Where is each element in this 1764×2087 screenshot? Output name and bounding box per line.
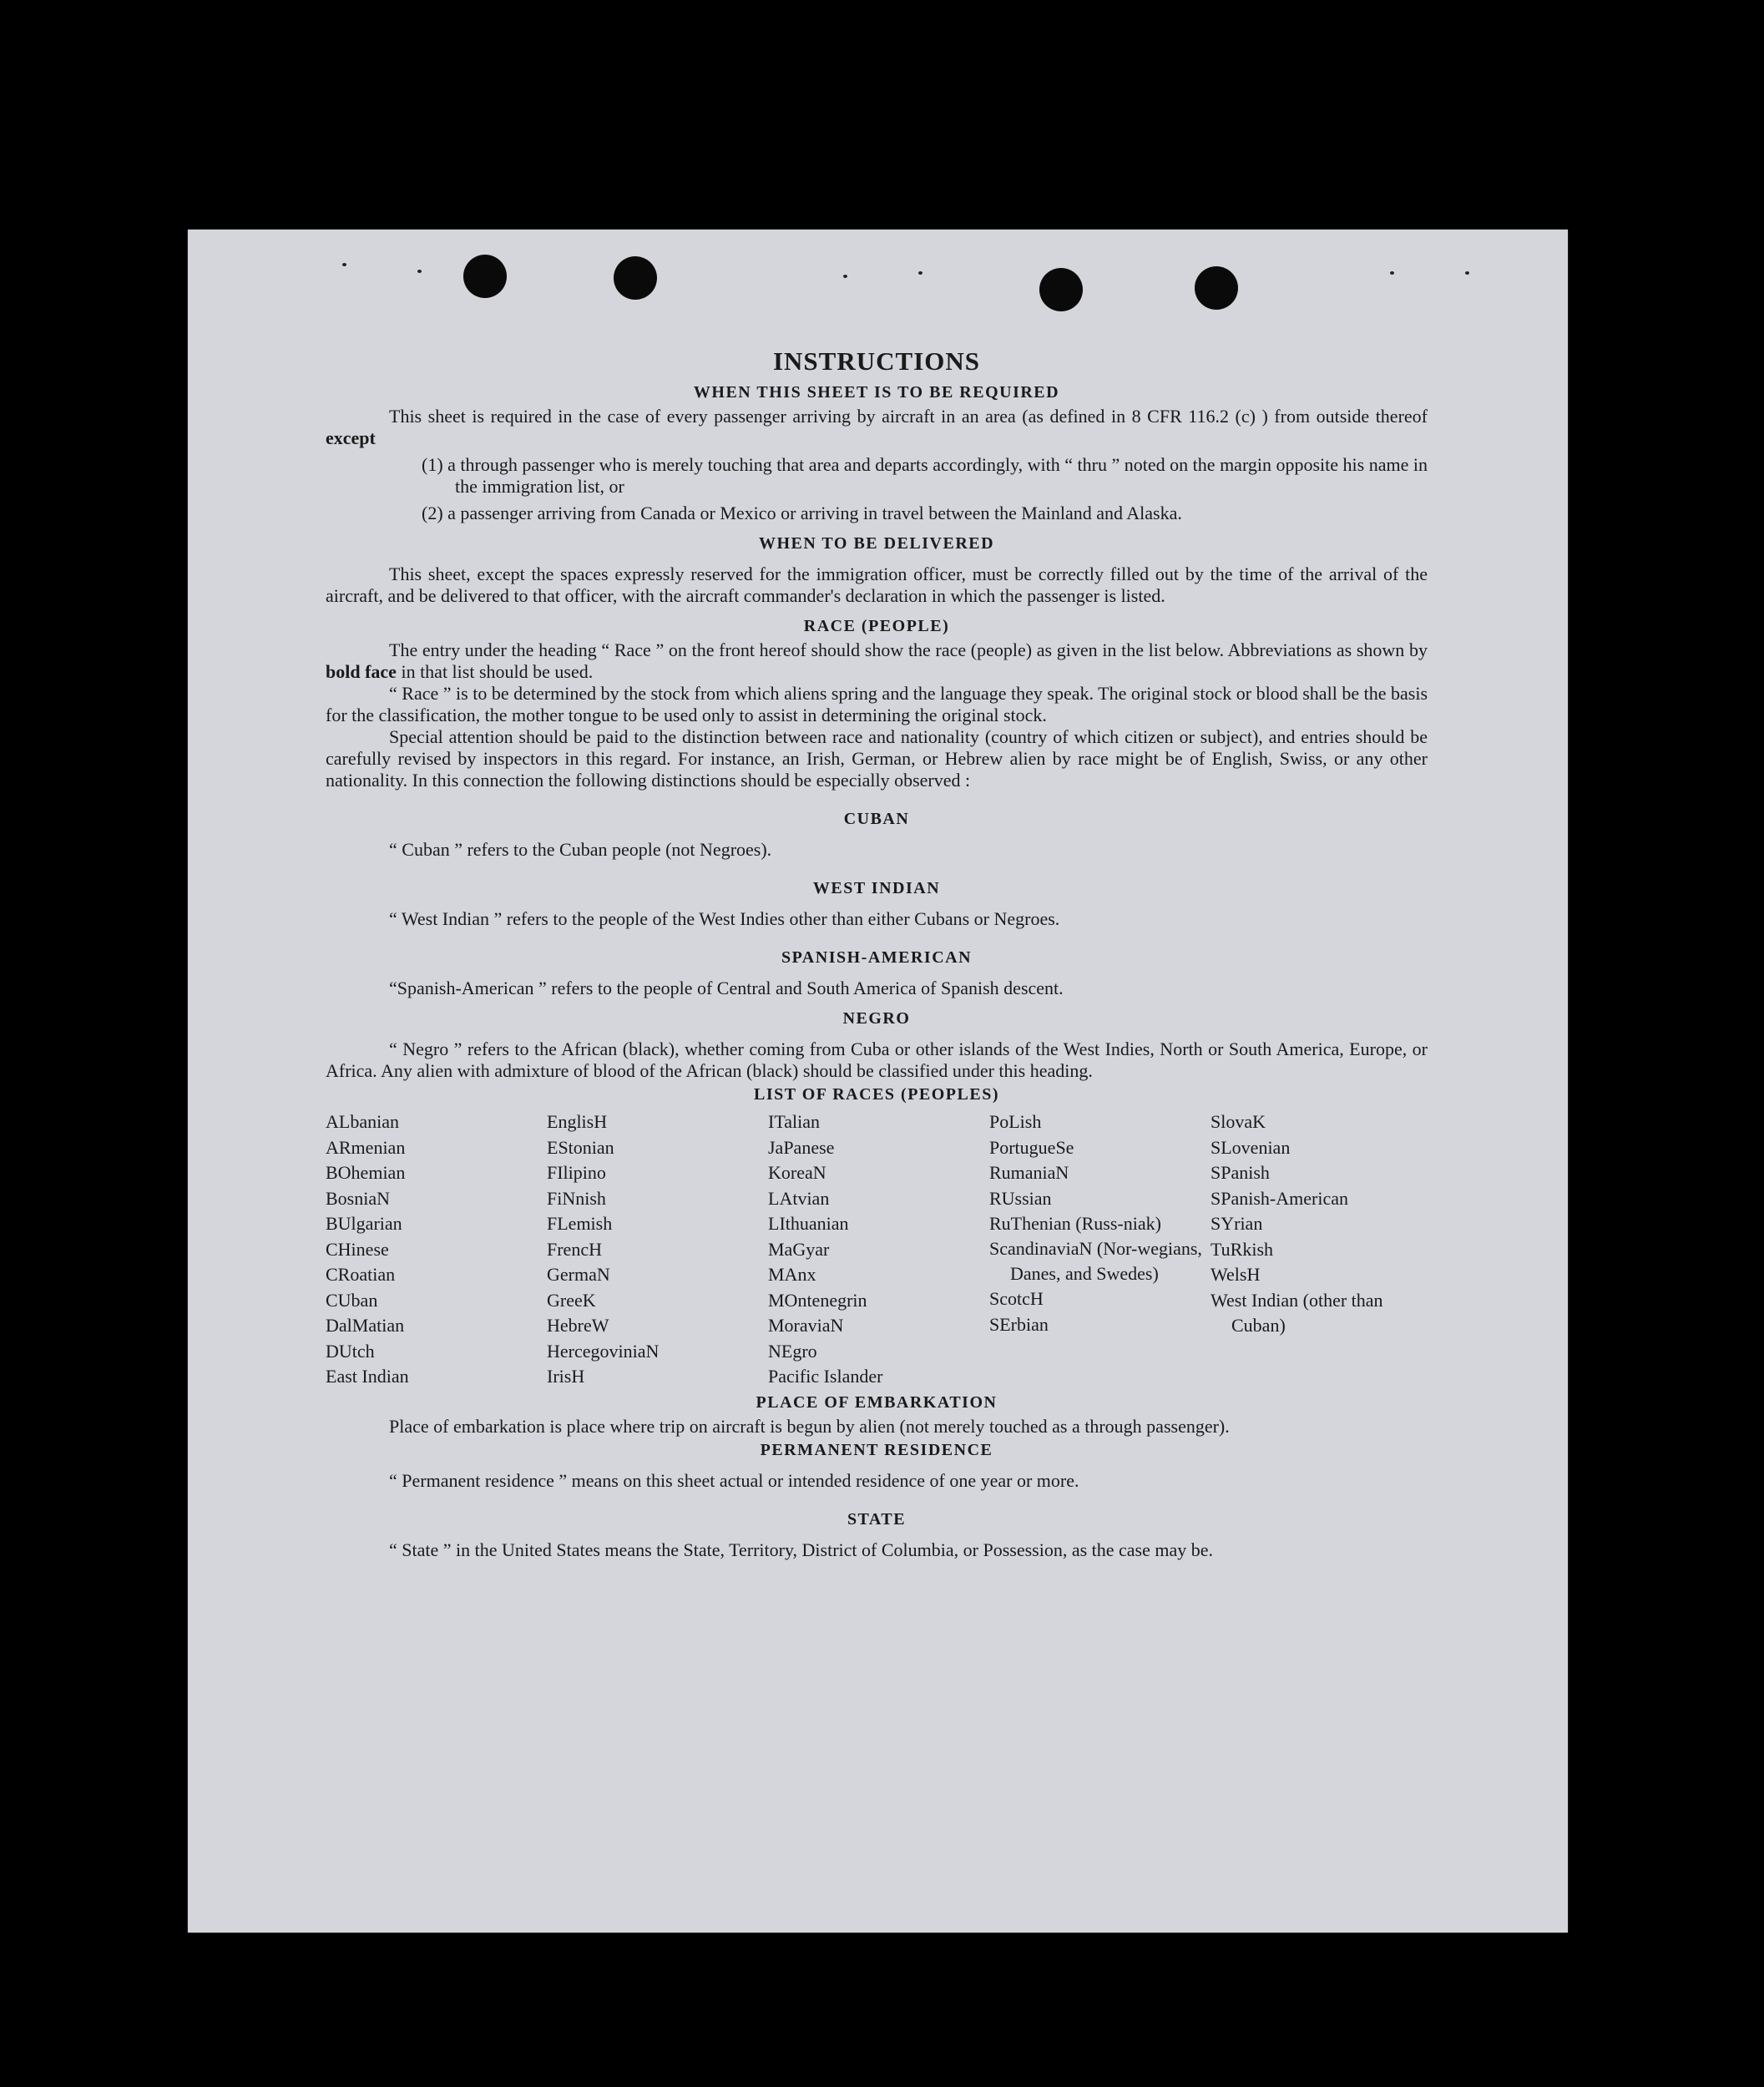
race-item: HebreW — [547, 1315, 609, 1336]
race-item: HercegoviniaN — [547, 1340, 660, 1362]
race-item: GreeK — [547, 1289, 596, 1311]
race-item: NEgro — [768, 1340, 817, 1362]
race-item: TuRkish — [1211, 1238, 1274, 1260]
race-item: BOhemian — [326, 1162, 406, 1183]
race-item: SlovaK — [1211, 1111, 1266, 1132]
race-item: FrencH — [547, 1238, 602, 1260]
race-item: BosniaN — [326, 1187, 390, 1209]
race-item: PoLish — [989, 1111, 1042, 1132]
race-item: GermaN — [547, 1264, 610, 1285]
heading-race: RACE (PEOPLE) — [803, 617, 950, 635]
races-column — [547, 1109, 768, 1390]
document-sheet — [188, 230, 1568, 1933]
heading-required: WHEN THIS SHEET IS TO BE REQUIRED — [693, 383, 1060, 402]
race-item: EStonian — [547, 1136, 614, 1158]
punch-hole — [614, 256, 657, 300]
race-item: BUlgarian — [326, 1213, 402, 1234]
race-item: PortugueSe — [989, 1136, 1074, 1158]
races-table — [326, 1109, 1432, 1390]
punch-hole — [463, 255, 507, 298]
heading-list-of-races: LIST OF RACES (PEOPLES) — [753, 1085, 999, 1104]
embarkation-text: Place of embarkation is place where trip on aircraft is begun by alien (not merely touched as a through passenger). — [389, 1415, 1230, 1437]
heading-state: STATE — [847, 1509, 907, 1529]
race-item: SPanish — [1211, 1162, 1270, 1183]
race-item: RuThenian (Russ-niak) — [989, 1213, 1161, 1234]
race-item: East Indian — [326, 1366, 409, 1387]
required-intro-text: This sheet is required in the case of every passenger arriving by aircraft in an area (as defined in 8 CFR 116.2 (c) ) from outside thereof — [389, 406, 1428, 427]
race-item: West Indian (other than Cuban) — [1211, 1289, 1383, 1336]
race-item: DUtch — [326, 1340, 375, 1362]
heading-negro: NEGRO — [842, 1009, 911, 1028]
race-paragraph-3: Special attention should be paid to the distinction between race and nationality (country of which citizen or subject), and entries should be carefully revised by inspectors in this regard. For instance, an Irish, German, or Hebrew alien by race might be of English, Swiss, or any other nationality. In this connection the following distinctions should be especially observed : — [326, 726, 1428, 791]
race-paragraph-2: “ Race ” is to be determined by the stock from which aliens spring and the language they speak. The original stock or blood shall be the basis for the classification, the mother tongue to be used only to assist in determining the original stock. — [326, 683, 1428, 725]
race-item: CUban — [326, 1289, 378, 1311]
race-item: ITalian — [768, 1111, 820, 1132]
required-intro-emphasis: except — [326, 427, 376, 448]
spanish-american-text: “Spanish-American ” refers to the people of Central and South America of Spanish descent. — [389, 978, 1064, 998]
race-item: DalMatian — [326, 1315, 405, 1336]
races-column — [768, 1109, 989, 1390]
cuban-text: “ Cuban ” refers to the Cuban people (not Negroes). — [389, 839, 772, 860]
race-item: MaGyar — [768, 1238, 830, 1260]
state-text: “ State ” in the United States means the State, Territory, District of Columbia, or Possession, as the case may be. — [389, 1539, 1214, 1560]
races-column — [326, 1109, 547, 1390]
race-p1-suffix: in that list should be used. — [401, 661, 594, 682]
required-intro — [326, 406, 1428, 449]
heading-west-indian: WEST INDIAN — [812, 879, 941, 897]
speck — [1465, 271, 1469, 275]
race-item: RumaniaN — [989, 1162, 1069, 1183]
punch-hole — [1195, 266, 1238, 310]
west-indian-text: “ West Indian ” refers to the people of the West Indies other than either Cubans or Negroes. — [389, 908, 1060, 929]
punch-hole — [1039, 268, 1083, 311]
race-item: LAtvian — [768, 1187, 830, 1209]
race-item: ScandinaviaN (Nor-wegians, Danes, and Swedes) — [989, 1238, 1202, 1284]
heading-delivered: WHEN TO BE DELIVERED — [758, 534, 995, 553]
speck — [342, 263, 346, 266]
race-item: JaPanese — [768, 1136, 835, 1158]
residence-text: “ Permanent residence ” means on this sheet actual or intended residence of one year or more. — [389, 1469, 1079, 1491]
delivered-text: This sheet, except the spaces expressly reserved for the immigration officer, must be correctly filled out by the time of the arrival of the aircraft, and be delivered to that officer, with the aircraft commander's declaration in which the passenger is listed. — [326, 563, 1428, 606]
race-item: WelsH — [1211, 1264, 1261, 1285]
race-p1-text: The entry under the heading “ Race ” on the front hereof should show the race (people) as given in the list below. Abbreviations as shown by — [389, 639, 1428, 660]
race-item: ALbanian — [326, 1111, 399, 1132]
race-item: SLovenian — [1211, 1136, 1291, 1158]
race-item: EnglisH — [547, 1111, 608, 1132]
race-item: SErbian — [989, 1313, 1049, 1335]
heading-embarkation: PLACE OF EMBARKATION — [756, 1392, 998, 1412]
race-item: IrisH — [547, 1366, 585, 1387]
race-item: FiNnish — [547, 1187, 606, 1209]
instructions-content — [326, 346, 1428, 1561]
race-item: MOntenegrin — [768, 1289, 867, 1311]
race-item: LIthuanian — [768, 1213, 849, 1234]
race-item: MAnx — [768, 1264, 816, 1285]
page-title: INSTRUCTIONS — [772, 346, 980, 376]
race-item: CRoatian — [326, 1264, 396, 1285]
race-item: ScotcH — [989, 1288, 1044, 1309]
race-item: Pacific Islander — [768, 1366, 883, 1387]
heading-cuban: CUBAN — [843, 810, 910, 828]
heading-spanish-american: SPANISH-AMERICAN — [781, 948, 973, 967]
negro-text: “ Negro ” refers to the African (black), whether coming from Cuba or other islands of the West Indies, North or South America, Europe, or Africa. Any alien with admixture of blood of the African (black) should be classified under this heading. — [326, 1038, 1428, 1081]
required-item-1: (1) a through passenger who is merely touching that area and departs accordingly, with “ thru ” noted on the margin opposite his name in the immigration list, or — [422, 454, 1428, 497]
race-item: MoraviaN — [768, 1315, 844, 1336]
speck — [1390, 271, 1394, 275]
heading-residence: PERMANENT RESIDENCE — [760, 1440, 993, 1459]
speck — [843, 275, 847, 278]
races-column — [1211, 1109, 1432, 1390]
speck — [417, 270, 422, 273]
race-item: ARmenian — [326, 1136, 406, 1158]
races-column — [989, 1109, 1211, 1390]
race-item: FLemish — [547, 1213, 613, 1234]
race-item: SPanish-American — [1211, 1187, 1348, 1209]
race-item: FIlipino — [547, 1162, 606, 1183]
speck — [918, 271, 922, 275]
required-item-2: (2) a passenger arriving from Canada or Mexico or arriving in travel between the Mainland and Alaska. — [422, 503, 1182, 523]
race-paragraph-1 — [326, 639, 1428, 683]
race-item: RUssian — [989, 1187, 1052, 1209]
race-item: KoreaN — [768, 1162, 826, 1183]
race-item: CHinese — [326, 1238, 389, 1260]
race-item: SYrian — [1211, 1213, 1263, 1234]
race-p1-bold: bold face — [326, 661, 397, 682]
